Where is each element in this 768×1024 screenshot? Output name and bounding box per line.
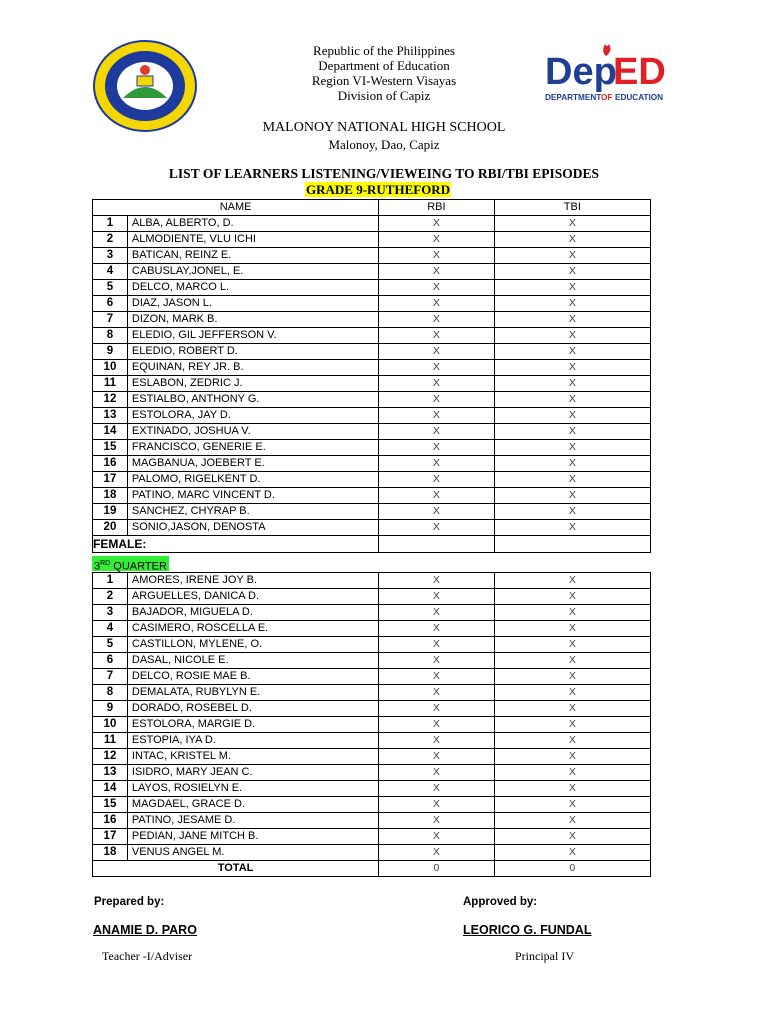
rbi-mark: X (379, 344, 495, 360)
tbi-mark: X (494, 621, 650, 637)
learner-name: CASIMERO, ROSCELLA E. (127, 621, 378, 637)
row-number: 7 (93, 312, 128, 328)
learner-name: PATINO, JESAME D. (127, 813, 378, 829)
total-tbi: 0 (494, 861, 650, 877)
table-row (93, 637, 651, 653)
learner-name: BATICAN, REINZ E. (127, 248, 378, 264)
row-number: 16 (93, 456, 128, 472)
rbi-mark: X (379, 669, 495, 685)
table-row (93, 472, 651, 488)
row-number: 9 (93, 701, 128, 717)
rbi-mark: X (379, 829, 495, 845)
table-row (93, 328, 651, 344)
table-row (93, 456, 651, 472)
rbi-mark: X (379, 520, 495, 536)
row-number: 2 (93, 232, 128, 248)
rbi-mark: X (379, 456, 495, 472)
rbi-mark: X (379, 312, 495, 328)
row-number: 18 (93, 845, 128, 861)
rbi-mark: X (379, 797, 495, 813)
name-column-header: NAME (93, 200, 379, 216)
table-row (93, 765, 651, 781)
row-number: 15 (93, 797, 128, 813)
svg-text:ED: ED (613, 51, 666, 93)
tbi-mark: X (494, 589, 650, 605)
svg-text:DEPARTMENT: DEPARTMENT (545, 93, 602, 102)
learner-name: DIAZ, JASON L. (127, 296, 378, 312)
header-line: Department of Education (318, 58, 450, 73)
total-label: TOTAL (93, 861, 379, 877)
row-number: 15 (93, 440, 128, 456)
tbi-mark: X (494, 440, 650, 456)
table-row (93, 520, 651, 536)
tbi-column-header: TBI (494, 200, 650, 216)
tbi-mark: X (494, 749, 650, 765)
row-number: 2 (93, 589, 128, 605)
row-number: 17 (93, 472, 128, 488)
list-title: LIST OF LEARNERS LISTENING/VIEWEING TO RBI/TBI EPISODES (168, 166, 600, 181)
approved-by-label: Approved by: (463, 896, 538, 908)
row-number: 8 (93, 685, 128, 701)
learner-name: INTAC, KRISTEL M. (127, 749, 378, 765)
rbi-mark: X (379, 701, 495, 717)
table-row (93, 344, 651, 360)
table-row (93, 685, 651, 701)
tbi-mark: X (494, 248, 650, 264)
tbi-mark: X (494, 296, 650, 312)
tbi-mark: X (494, 717, 650, 733)
rbi-mark: X (379, 376, 495, 392)
learner-name: AMORES, IRENE JOY B. (127, 573, 378, 589)
quarter-suffix: RD (100, 560, 111, 567)
rbi-mark: X (379, 504, 495, 520)
table-row (93, 717, 651, 733)
tbi-mark: X (494, 605, 650, 621)
tbi-mark: X (494, 408, 650, 424)
learner-name: EXTINADO, JOSHUA V. (127, 424, 378, 440)
tbi-mark: X (494, 733, 650, 749)
table-row (93, 589, 651, 605)
tbi-mark: X (494, 328, 650, 344)
row-number: 1 (93, 216, 128, 232)
rbi-mark: X (379, 685, 495, 701)
learner-name: ELEDIO, ROBERT D. (127, 344, 378, 360)
table-row (93, 408, 651, 424)
table-row (93, 424, 651, 440)
rbi-mark: X (379, 264, 495, 280)
rbi-mark: X (379, 573, 495, 589)
table-row (93, 701, 651, 717)
rbi-mark: X (379, 424, 495, 440)
learner-name: ALBA, ALBERTO, D. (127, 216, 378, 232)
table-row (93, 669, 651, 685)
learner-name: PATINO, MARC VINCENT D. (127, 488, 378, 504)
table-row (93, 248, 651, 264)
learner-name: ALMODIENTE, VLU ICHI (127, 232, 378, 248)
tbi-mark: X (494, 456, 650, 472)
row-number: 18 (93, 488, 128, 504)
learner-name: MAGBANUA, JOEBERT E. (127, 456, 378, 472)
rbi-mark: X (379, 360, 495, 376)
table-row (93, 781, 651, 797)
tbi-mark: X (494, 488, 650, 504)
quarter-label (92, 556, 169, 571)
tbi-mark: X (494, 573, 650, 589)
tbi-mark: X (494, 813, 650, 829)
table-row (93, 296, 651, 312)
learner-name: DEMALATA, RUBYLYN E. (127, 685, 378, 701)
rbi-mark: X (379, 717, 495, 733)
tbi-mark: X (494, 829, 650, 845)
learner-name: BAJADOR, MIGUELA D. (127, 605, 378, 621)
tbi-mark: X (494, 685, 650, 701)
rbi-mark: X (379, 621, 495, 637)
row-number: 5 (93, 280, 128, 296)
learner-name: ESTOLORA, MARGIE D. (127, 717, 378, 733)
tbi-mark: X (494, 376, 650, 392)
rbi-mark: X (379, 232, 495, 248)
empty-cell (494, 536, 650, 553)
rbi-mark: X (379, 328, 495, 344)
learner-name: LAYOS, ROSIELYN E. (127, 781, 378, 797)
tbi-mark: X (494, 765, 650, 781)
learner-name: VENUS ANGEL M. (127, 845, 378, 861)
rbi-mark: X (379, 216, 495, 232)
learner-name: SONIO,JASON, DENOSTA (127, 520, 378, 536)
table-row (93, 360, 651, 376)
table-row (93, 392, 651, 408)
tbi-mark: X (494, 637, 650, 653)
row-number: 8 (93, 328, 128, 344)
header-line: Region VI-Western Visayas (311, 73, 457, 88)
learner-name: DASAL, NICOLE E. (127, 653, 378, 669)
row-number: 13 (93, 765, 128, 781)
learner-name: PALOMO, RIGELKENT D. (127, 472, 378, 488)
table-row (93, 797, 651, 813)
row-number: 3 (93, 248, 128, 264)
rbi-mark: X (379, 488, 495, 504)
learner-name: MAGDAEL, GRACE D. (127, 797, 378, 813)
learner-name: DIZON, MARK B. (127, 312, 378, 328)
quarter-number: 3 (94, 560, 101, 573)
tbi-mark: X (494, 845, 650, 861)
learner-name: ESTOPIA, IYA D. (127, 733, 378, 749)
header-line: Republic of the Philippines (313, 43, 455, 58)
school-name: MALONOY NATIONAL HIGH SCHOOL (262, 120, 506, 135)
learner-name: ESTOLORA, JAY D. (127, 408, 378, 424)
table-row (93, 653, 651, 669)
learner-name: ISIDRO, MARY JEAN C. (127, 765, 378, 781)
total-row (93, 861, 651, 877)
table-row (93, 845, 651, 861)
tbi-mark: X (494, 344, 650, 360)
rbi-mark: X (379, 408, 495, 424)
header-lines (0, 43, 768, 103)
table-row (93, 749, 651, 765)
empty-cell (379, 536, 495, 553)
learner-name: EQUINAN, REY JR. B. (127, 360, 378, 376)
table-row (93, 504, 651, 520)
quarter-text: QUARTER (110, 560, 167, 573)
table-row (93, 232, 651, 248)
learner-name: ELEDIO, GIL JEFFERSON V. (127, 328, 378, 344)
learner-name: CABUSLAY,JONEL, E. (127, 264, 378, 280)
svg-text:EDUCATION: EDUCATION (615, 93, 664, 102)
row-number: 5 (93, 637, 128, 653)
row-number: 14 (93, 781, 128, 797)
rbi-mark: X (379, 392, 495, 408)
row-number: 16 (93, 813, 128, 829)
row-number: 20 (93, 520, 128, 536)
row-number: 11 (93, 733, 128, 749)
row-number: 14 (93, 424, 128, 440)
row-number: 7 (93, 669, 128, 685)
row-number: 6 (93, 653, 128, 669)
row-number: 6 (93, 296, 128, 312)
rbi-mark: X (379, 845, 495, 861)
table-header-row (93, 200, 651, 216)
learner-name: DELCO, ROSIE MAE B. (127, 669, 378, 685)
row-number: 19 (93, 504, 128, 520)
table-row (93, 573, 651, 589)
tbi-mark: X (494, 280, 650, 296)
tbi-mark: X (494, 520, 650, 536)
rbi-mark: X (379, 813, 495, 829)
rbi-mark: X (379, 589, 495, 605)
male-learners-table (92, 199, 651, 553)
learner-name: ESTIALBO, ANTHONY G. (127, 392, 378, 408)
tbi-mark: X (494, 781, 650, 797)
svg-text:OF: OF (601, 93, 613, 102)
preparer-role: Teacher -I/Adviser (102, 949, 193, 963)
table-row (93, 216, 651, 232)
rbi-mark: X (379, 296, 495, 312)
tbi-mark: X (494, 264, 650, 280)
tbi-mark: X (494, 504, 650, 520)
prepared-by-label: Prepared by: (94, 896, 165, 908)
female-table-body (93, 573, 651, 861)
table-row (93, 312, 651, 328)
table-row (93, 829, 651, 845)
row-number: 10 (93, 717, 128, 733)
preparer-name: ANAMIE D. PARO (93, 923, 197, 937)
row-number: 12 (93, 392, 128, 408)
tbi-mark: X (494, 701, 650, 717)
tbi-mark: X (494, 392, 650, 408)
tbi-mark: X (494, 669, 650, 685)
tbi-mark: X (494, 653, 650, 669)
rbi-mark: X (379, 653, 495, 669)
table-row (93, 440, 651, 456)
rbi-mark: X (379, 781, 495, 797)
rbi-mark: X (379, 248, 495, 264)
female-section-row (93, 536, 651, 553)
total-rbi: 0 (379, 861, 495, 877)
learner-name: ESLABON, ZEDRIC J. (127, 376, 378, 392)
table-row (93, 280, 651, 296)
table-row (93, 733, 651, 749)
rbi-mark: X (379, 765, 495, 781)
learner-name: DELCO, MARCO L. (127, 280, 378, 296)
female-learners-table (92, 572, 651, 877)
male-table-body (93, 216, 651, 536)
rbi-column-header: RBI (379, 200, 495, 216)
tbi-mark: X (494, 797, 650, 813)
school-address: Malonoy, Dao, Capiz (328, 137, 440, 152)
table-row (93, 605, 651, 621)
row-number: 17 (93, 829, 128, 845)
tbi-mark: X (494, 424, 650, 440)
tbi-mark: X (494, 232, 650, 248)
learner-name: CASTILLON, MYLENE, O. (127, 637, 378, 653)
learner-name: ARGUELLES, DANICA D. (127, 589, 378, 605)
tbi-mark: X (494, 472, 650, 488)
learner-name: FRANCISCO, GENERIE E. (127, 440, 378, 456)
rbi-mark: X (379, 440, 495, 456)
approver-name: LEORICO G. FUNDAL (463, 923, 592, 937)
table-row (93, 376, 651, 392)
row-number: 10 (93, 360, 128, 376)
tbi-mark: X (494, 216, 650, 232)
rbi-mark: X (379, 637, 495, 653)
table-row (93, 488, 651, 504)
svg-text:Dep: Dep (545, 51, 617, 93)
row-number: 1 (93, 573, 128, 589)
female-label: FEMALE: (93, 536, 379, 553)
row-number: 4 (93, 621, 128, 637)
table-row (93, 621, 651, 637)
tbi-mark: X (494, 312, 650, 328)
tbi-mark: X (494, 360, 650, 376)
row-number: 11 (93, 376, 128, 392)
learner-name: SANCHEZ, CHYRAP B. (127, 504, 378, 520)
row-number: 13 (93, 408, 128, 424)
header-line: Division of Capiz (337, 88, 431, 103)
row-number: 3 (93, 605, 128, 621)
rbi-mark: X (379, 605, 495, 621)
rbi-mark: X (379, 749, 495, 765)
row-number: 12 (93, 749, 128, 765)
rbi-mark: X (379, 472, 495, 488)
learner-name: DORADO, ROSEBEL D. (127, 701, 378, 717)
learner-name: PEDIAN, JANE MITCH B. (127, 829, 378, 845)
approver-role: Principal IV (515, 949, 574, 963)
rbi-mark: X (379, 733, 495, 749)
grade-label: GRADE 9-RUTHEFORD (306, 182, 451, 197)
table-row (93, 813, 651, 829)
table-row (93, 264, 651, 280)
rbi-mark: X (379, 280, 495, 296)
row-number: 4 (93, 264, 128, 280)
row-number: 9 (93, 344, 128, 360)
